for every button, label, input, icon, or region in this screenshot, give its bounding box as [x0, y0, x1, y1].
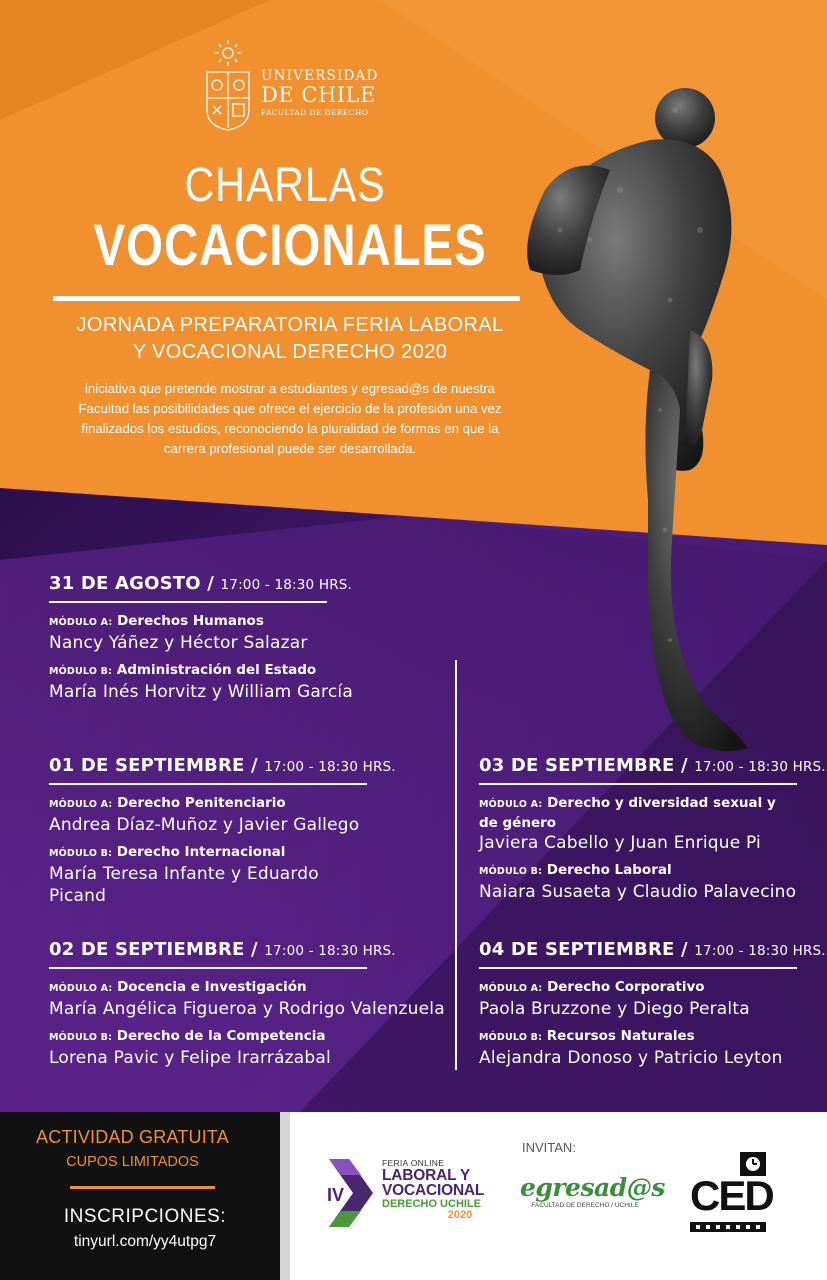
module-topic: Recursos Naturales: [546, 1028, 695, 1044]
intro-line: iniciativa que pretende mostrar a estudiantes y egresad@s de nuestra: [85, 381, 495, 396]
module-b-title: [49, 843, 379, 863]
module-topic: Docencia e Investigación: [117, 979, 307, 995]
title-line-1: CHARLAS: [184, 159, 386, 212]
feria-line-2: LABORAL Y: [382, 1166, 471, 1184]
day-date: 04 DE SEPTIEMBRE /: [479, 939, 688, 960]
university-logo: [205, 40, 380, 132]
day-date: 01 DE SEPTIEMBRE /: [49, 755, 258, 776]
day-date: 03 DE SEPTIEMBRE /: [479, 755, 688, 776]
module-tag: MÓDULO A:: [49, 617, 113, 628]
day-time: 17:00 - 18:30 HRS.: [694, 943, 826, 959]
day-divider: [49, 967, 367, 969]
registration-label: INSCRIPCIONES:: [63, 1206, 227, 1227]
module-b-title: [479, 1027, 819, 1047]
module-topic: Derecho Internacional: [116, 844, 286, 860]
module-a-title: [479, 978, 819, 998]
module-tag: MÓDULO B:: [479, 866, 543, 877]
feria-logo: [325, 1155, 505, 1235]
day-divider: [49, 783, 367, 785]
registration-link[interactable]: tinyurl.com/yy4utpg7: [73, 1233, 217, 1250]
module-tag: MÓDULO B:: [49, 1032, 113, 1043]
module-a-title: [49, 794, 379, 814]
subtitle-line-2: Y VOCACIONAL DERECHO 2020: [132, 341, 448, 363]
module-b-title: [49, 661, 379, 681]
day-31-agosto: [49, 573, 379, 710]
day-time: 17:00 - 18:30 HRS.: [264, 943, 396, 959]
day-divider: [479, 967, 797, 969]
day-date: 02 DE SEPTIEMBRE /: [49, 939, 258, 960]
limited-seats-label: CUPOS LIMITADOS: [66, 1154, 199, 1170]
module-a-title-cont: de género: [479, 815, 557, 831]
intro-text: [30, 379, 550, 459]
feria-line-1: FERIA ONLINE: [382, 1158, 445, 1168]
module-tag: MÓDULO A:: [49, 983, 113, 994]
ced-wordmark: CED: [690, 1172, 773, 1219]
module-a-speakers: Paola Bruzzone y Diego Peralta: [479, 999, 750, 1019]
day-04-septiembre: [479, 939, 826, 1076]
logo-line-3: FACULTAD DE DERECHO: [261, 107, 369, 117]
footer-stripe: [280, 1112, 290, 1280]
subtitle: [0, 312, 580, 366]
day-time: 17:00 - 18:30 HRS.: [220, 577, 353, 593]
module-topic: Derecho Penitenciario: [117, 795, 286, 811]
module-topic: Derecho Corporativo: [547, 979, 705, 995]
module-b-title: [49, 1027, 449, 1047]
day-date: 31 DE AGOSTO /: [49, 573, 215, 594]
day-divider: [49, 601, 327, 603]
module-a-speakers: Javiera Cabello y Juan Enrique Pi: [479, 833, 761, 853]
day-02-septiembre: [49, 939, 449, 1076]
logo-line-2: DE CHILE: [261, 82, 376, 107]
logo-line-1: UNIVERSIDAD: [261, 68, 379, 84]
module-tag: MÓDULO B:: [49, 848, 113, 859]
egresados-subtitle: FACULTAD DE DERECHO / UCHILE: [531, 1202, 639, 1209]
day-header: [479, 755, 826, 776]
subtitle-line-1: JORNADA PREPARATORIA FERIA LABORAL: [76, 314, 504, 336]
module-a-title: [479, 794, 819, 814]
egresados-wordmark: egresad@s: [520, 1173, 665, 1202]
module-a-speakers: Nancy Yáñez y Héctor Salazar: [49, 633, 308, 653]
module-a-title: [49, 978, 449, 998]
module-b-speakers: Naiara Susaeta y Claudio Palavecino: [479, 882, 797, 902]
module-b-speakers: Alejandra Donoso y Patricio Leyton: [479, 1048, 783, 1068]
footer-divider: [70, 1186, 215, 1189]
module-tag: MÓDULO A:: [479, 983, 543, 994]
invitan-label: INVITAN:: [522, 1140, 576, 1155]
intro-line: Facultad las posibilidades que ofrece el ejercicio de la profesión una vez: [78, 401, 502, 416]
module-a-title: [49, 612, 379, 632]
day-03-septiembre: [479, 755, 826, 910]
module-b-speakers: Lorena Pavic y Felipe Irarrázabal: [49, 1048, 331, 1068]
module-b-speakers: María Inés Horvitz y William García: [49, 682, 353, 702]
day-header: [49, 939, 449, 960]
module-topic: Derecho de la Competencia: [116, 1028, 326, 1044]
intro-line: finalizados los estudios, reconociendo la pluralidad de formas en que la: [81, 421, 499, 436]
module-topic: Administración del Estado: [116, 662, 317, 678]
day-time: 17:00 - 18:30 HRS.: [694, 759, 826, 775]
chevron-logo-icon: [325, 1155, 381, 1235]
module-topic: Derecho y diversidad sexual y: [547, 795, 776, 811]
day-divider: [479, 783, 797, 785]
module-tag: MÓDULO B:: [479, 1032, 543, 1043]
module-tag: MÓDULO B:: [49, 666, 113, 677]
module-tag: MÓDULO A:: [49, 799, 113, 810]
university-crest-icon: [205, 40, 255, 132]
module-topic: Derechos Humanos: [117, 613, 264, 629]
module-a-speakers: María Angélica Figueroa y Rodrigo Valenzuela: [49, 999, 445, 1019]
sculpture-image: [500, 80, 800, 760]
module-a-speakers: Andrea Díaz-Muñoz y Javier Gallego: [49, 815, 360, 835]
egresados-logo: [520, 1173, 665, 1209]
day-header: [479, 939, 826, 960]
intro-line: carrera profesional puede ser desarrollada.: [163, 441, 417, 456]
day-header: [49, 573, 379, 594]
module-b-speakers: María Teresa Infante y Eduardo Picand: [49, 864, 319, 906]
title-divider: [53, 296, 520, 301]
day-time: 17:00 - 18:30 HRS.: [264, 759, 396, 775]
feria-numeral: IV: [327, 1185, 345, 1205]
day-01-septiembre: [49, 755, 396, 914]
title-line-2: VOCACIONALES: [93, 213, 487, 278]
day-header: [49, 755, 396, 776]
feria-line-3: VOCACIONAL: [382, 1182, 485, 1199]
module-b-title: [479, 861, 819, 881]
feria-line-5: 2020: [447, 1208, 473, 1221]
ced-logo: [688, 1150, 773, 1235]
module-topic: Derecho Laboral: [546, 862, 672, 878]
column-divider: [455, 660, 457, 1070]
module-tag: MÓDULO A:: [479, 799, 543, 810]
free-activity-label: ACTIVIDAD GRATUITA: [36, 1127, 229, 1147]
feria-line-4: DERECHO UCHILE: [382, 1197, 482, 1210]
